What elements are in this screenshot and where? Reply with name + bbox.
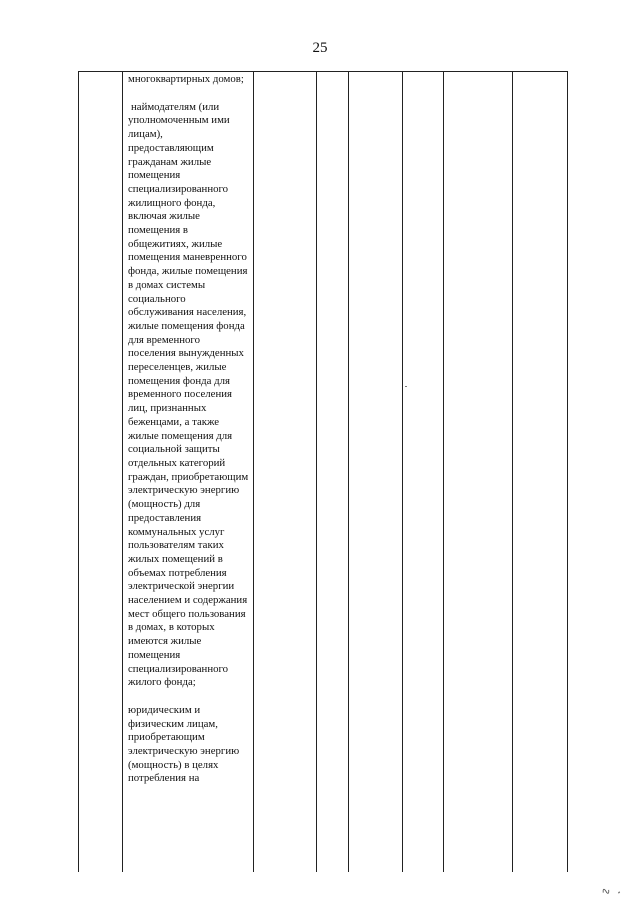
cell-paragraph: многоквартирных домов; [128, 73, 244, 85]
scan-mark: ∿ ⸼ [600, 881, 624, 899]
scan-speck [405, 386, 407, 387]
column-divider [253, 71, 254, 872]
column-divider [512, 71, 513, 872]
column-divider [443, 71, 444, 872]
page-number: 25 [312, 40, 328, 56]
column-divider [402, 71, 403, 872]
column-divider [122, 71, 123, 872]
cell-paragraph: наймодателям (или уполномоченным ими лицам), предоставляющим гражданам жилые помещения специализированного жилищного фонда, включая жилые помещения в общежитиях, жилые помещения маневренного фонда, жилые помещения в домах системы социального обслуживания населения, жилые помещения фонда для временного поселения вынужденных переселенцев, жилые помещения фонда для временного поселения лиц, признанных беженцами, а также жилые помещения для социальной защиты отдельных категорий граждан, приобретающим электрическую энергию (мощность) для предоставления коммунальных услуг пользователям таких жилых помещений в объемах потребления электрической энергии населением и содержания мест общего пользования в домах, в которых имеются жилые помещения специализированного жилого фонда; [128, 100, 249, 689]
description-cell [128, 73, 250, 800]
cell-paragraph: юридическим и физическим лицам, приобретающим электрическую энергию (мощность) в целях потребления на [128, 703, 240, 785]
column-divider [316, 71, 317, 872]
column-divider [348, 71, 349, 872]
